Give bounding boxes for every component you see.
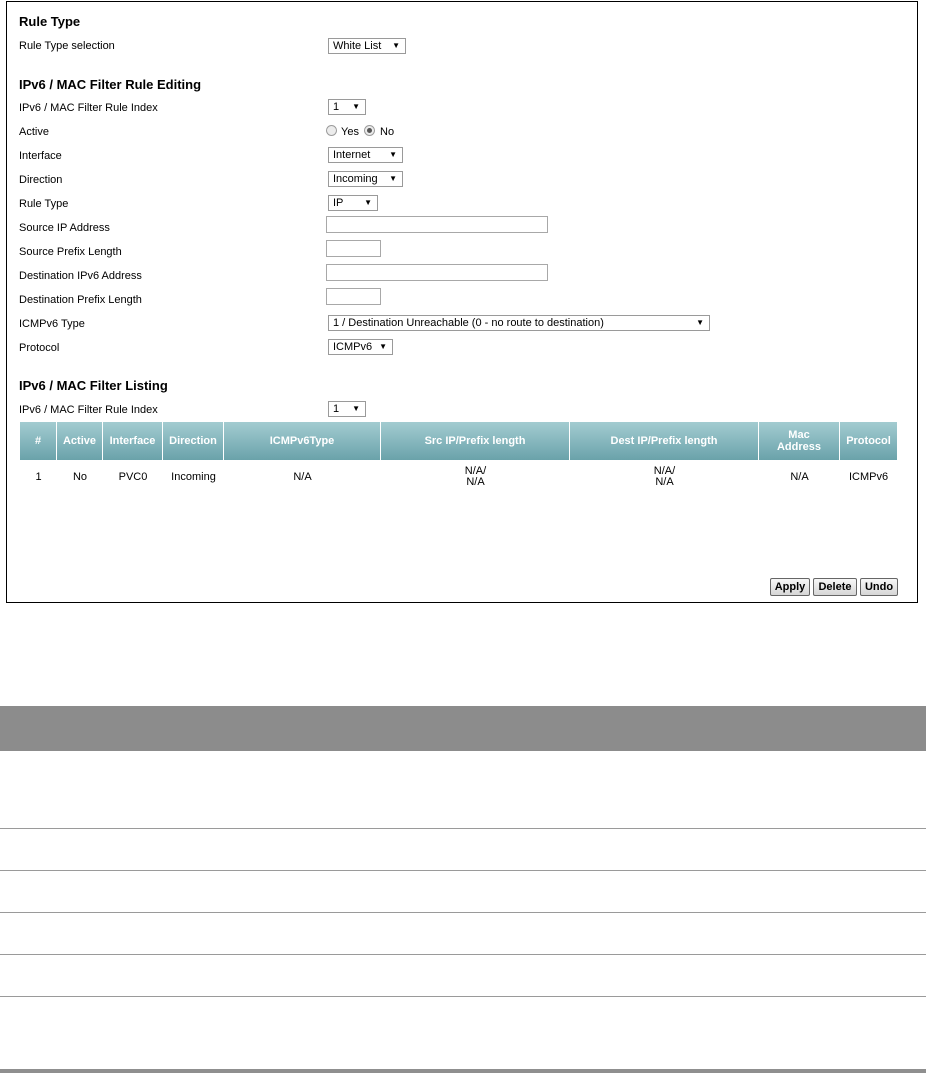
col-number: # xyxy=(20,422,57,460)
chevron-down-icon: ▼ xyxy=(389,174,397,183)
active-yes-radio[interactable] xyxy=(326,125,337,136)
interface-dropdown[interactable]: Internet ▼ xyxy=(328,147,403,163)
cell-src-ip: N/A/ N/A xyxy=(464,465,487,488)
chevron-down-icon: ▼ xyxy=(352,404,360,413)
active-no-radio[interactable] xyxy=(364,125,375,136)
source-ip-label: Source IP Address xyxy=(19,222,110,234)
dest-prefix-label: Destination Prefix Length xyxy=(19,294,142,306)
doc-table-row-divider xyxy=(0,870,926,871)
delete-button[interactable]: Delete xyxy=(813,578,857,596)
rule-index-label: IPv6 / MAC Filter Rule Index xyxy=(19,102,158,114)
apply-button[interactable]: Apply xyxy=(770,578,810,596)
cell-icmpv6type: N/A xyxy=(293,470,312,483)
source-prefix-label: Source Prefix Length xyxy=(19,246,122,258)
cell-active: No xyxy=(72,470,88,483)
doc-table-row-divider xyxy=(0,996,926,997)
cell-protocol: ICMPv6 xyxy=(848,470,889,483)
protocol-dropdown[interactable]: ICMPv6 ▼ xyxy=(328,339,393,355)
undo-button[interactable]: Undo xyxy=(860,578,898,596)
cell-number: 1 xyxy=(35,470,42,483)
cell-mac-address: N/A xyxy=(790,470,809,483)
doc-table-header xyxy=(0,706,926,751)
chevron-down-icon: ▼ xyxy=(352,102,360,111)
source-ip-input[interactable] xyxy=(326,216,548,233)
rule-index-dropdown[interactable]: 1 ▼ xyxy=(328,99,366,115)
source-prefix-input[interactable] xyxy=(326,240,381,257)
filter-table-header xyxy=(20,422,897,460)
col-src-ip: Src IP/Prefix length xyxy=(381,422,570,460)
dest-prefix-input[interactable] xyxy=(326,288,381,305)
chevron-down-icon: ▼ xyxy=(392,41,400,50)
protocol-label: Protocol xyxy=(19,342,60,354)
active-yes-label: Yes xyxy=(341,126,359,138)
chevron-down-icon: ▼ xyxy=(696,318,704,327)
rule-type-selection-dropdown[interactable]: White List ▼ xyxy=(328,38,406,54)
rule-type-heading: Rule Type xyxy=(19,14,81,29)
chevron-down-icon: ▼ xyxy=(379,342,387,351)
doc-table-row-divider xyxy=(0,912,926,913)
col-direction: Direction xyxy=(163,422,224,460)
active-label: Active xyxy=(19,126,49,138)
editing-heading: IPv6 / MAC Filter Rule Editing xyxy=(19,77,202,92)
table-row xyxy=(20,460,897,494)
col-dest-ip: Dest IP/Prefix length xyxy=(570,422,759,460)
listing-index-label: IPv6 / MAC Filter Rule Index xyxy=(19,404,158,416)
dest-ip-input[interactable] xyxy=(326,264,548,281)
icmpv6-type-dropdown[interactable]: 1 / Destination Unreachable (0 - no route to destination) ▼ xyxy=(328,315,710,331)
cell-direction: Incoming xyxy=(171,470,216,483)
doc-table-bottom-border xyxy=(0,1069,926,1073)
direction-label: Direction xyxy=(19,174,63,186)
chevron-down-icon: ▼ xyxy=(389,150,397,159)
col-icmpv6type: ICMPv6Type xyxy=(224,422,381,460)
doc-table-row-divider xyxy=(0,828,926,829)
col-mac-address: Mac Address xyxy=(759,422,840,460)
col-protocol: Protocol xyxy=(840,422,897,460)
interface-label: Interface xyxy=(19,150,62,162)
direction-dropdown[interactable]: Incoming ▼ xyxy=(328,171,403,187)
listing-heading: IPv6 / MAC Filter Listing xyxy=(19,378,168,393)
col-active: Active xyxy=(57,422,103,460)
chevron-down-icon: ▼ xyxy=(364,198,372,207)
rule-type-label: Rule Type xyxy=(19,198,69,210)
dest-ip-label: Destination IPv6 Address xyxy=(19,270,142,282)
doc-table-row-divider xyxy=(0,954,926,955)
col-interface: Interface xyxy=(103,422,163,460)
cell-dest-ip: N/A/ N/A xyxy=(653,465,676,488)
rule-type-selection-label: Rule Type selection xyxy=(19,40,115,52)
rule-type-dropdown[interactable]: IP ▼ xyxy=(328,195,378,211)
icmpv6-type-label: ICMPv6 Type xyxy=(19,318,85,330)
cell-interface: PVC0 xyxy=(118,470,148,483)
filter-panel xyxy=(6,1,918,603)
listing-index-dropdown[interactable]: 1 ▼ xyxy=(328,401,366,417)
active-no-label: No xyxy=(380,126,395,138)
